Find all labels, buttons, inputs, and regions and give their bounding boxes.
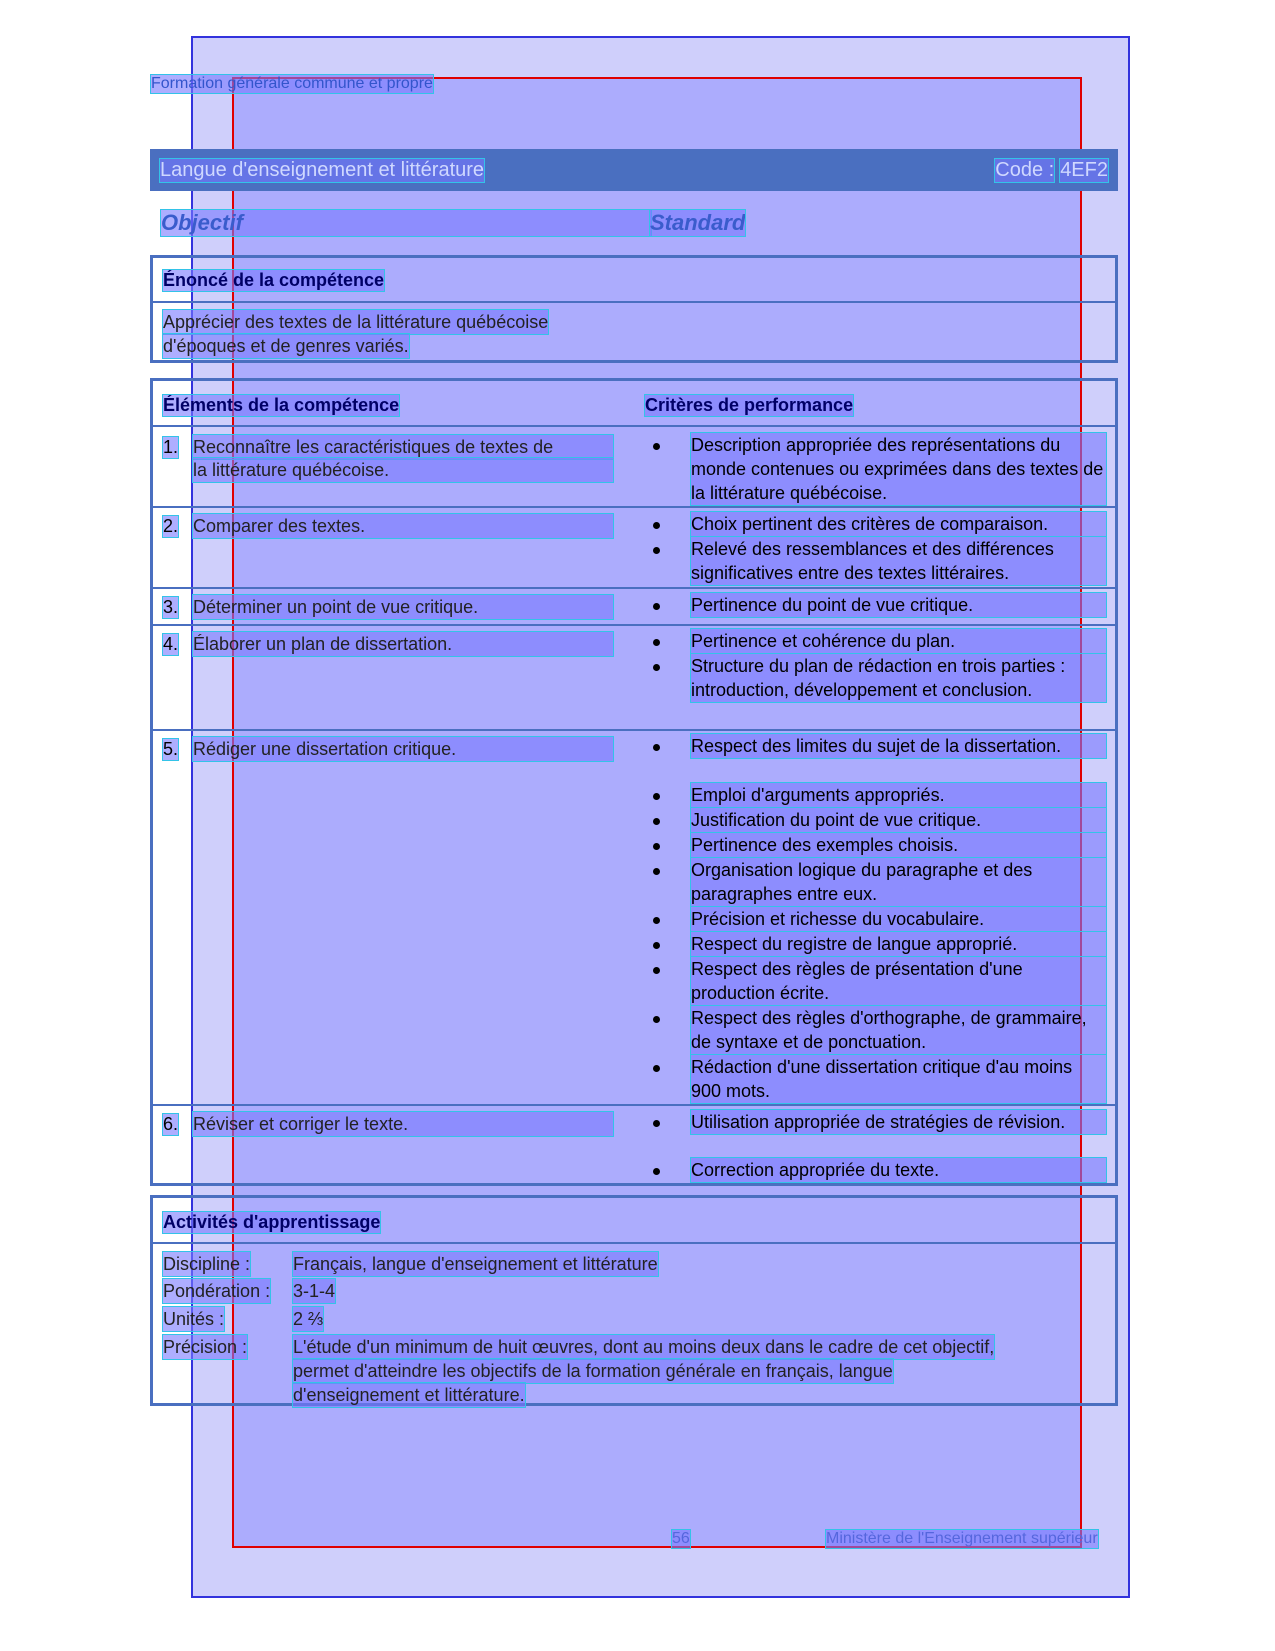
divider [153, 729, 1115, 731]
element-text: Reconnaître les caractéristiques de textes de [193, 435, 613, 459]
unites-value: 2 ⅔ [293, 1309, 324, 1329]
criterion: Respect des limites du sujet de la dissertation. [691, 734, 1106, 758]
bullet-icon [653, 843, 660, 850]
criterion: Organisation logique du paragraphe et des paragraphes entre eux. [691, 858, 1106, 906]
element-number: 2. [163, 516, 179, 536]
criterion: Relevé des ressemblances et des différences significatives entre des textes littéraires. [691, 537, 1106, 585]
code-group [995, 159, 1108, 182]
bullet-icon [653, 868, 660, 875]
bullet-icon [653, 1016, 660, 1023]
bullet-icon [653, 522, 660, 529]
criterion: Choix pertinent des critères de comparaison. [691, 512, 1106, 536]
unites-label: Unités : [163, 1309, 225, 1329]
precision-text: L'étude d'un minimum de huit œuvres, dont au moins deux dans le cadre de cet objectif, [293, 1337, 995, 1357]
program-title: Langue d'enseignement et littérature [160, 158, 485, 181]
elements-heading: Éléments de la compétence [163, 395, 400, 415]
bullet-icon [653, 1065, 660, 1072]
bullet-icon [653, 917, 660, 924]
criterion: Respect des règles de présentation d'une production écrite. [691, 957, 1106, 1005]
element-text: Rédiger une dissertation critique. [193, 737, 613, 761]
enonce-heading: Énoncé de la compétence [163, 270, 385, 290]
element-number: 4. [163, 634, 179, 654]
criterion: Justification du point de vue critique. [691, 808, 1106, 832]
discipline-value: Français, langue d'enseignement et littérature [293, 1254, 658, 1274]
elements-box [150, 378, 1118, 1186]
precision-text: permet d'atteindre les objectifs de la formation générale en français, langue [293, 1361, 893, 1381]
precision-text: d'enseignement et littérature. [293, 1385, 525, 1405]
divider [153, 1242, 1115, 1244]
criterion: Structure du plan de rédaction en trois parties : introduction, développement et conclusion. [691, 654, 1106, 702]
criterion: Pertinence du point de vue critique. [691, 593, 1106, 617]
bullet-icon [653, 793, 660, 800]
code-value: 4EF2 [1060, 158, 1108, 181]
criterion: Description appropriée des représentations du monde contenues ou exprimées dans des textes de la littérature québécoise. [691, 433, 1106, 505]
criterion: Rédaction d'une dissertation critique d'au moins 900 mots. [691, 1055, 1106, 1103]
bullet-icon [653, 603, 660, 610]
bullet-icon [653, 942, 660, 949]
activites-heading: Activités d'apprentissage [163, 1212, 381, 1232]
activites-box [150, 1195, 1118, 1406]
element-number: 5. [163, 739, 179, 759]
objectif-label: Objectif [161, 210, 651, 236]
element-number: 1. [163, 437, 179, 457]
criterion: Pertinence des exemples choisis. [691, 833, 1106, 857]
bullet-icon [653, 744, 660, 751]
divider [153, 624, 1115, 626]
bullet-icon [653, 1168, 660, 1175]
page-number: 56 [672, 1530, 690, 1547]
criterion: Précision et richesse du vocabulaire. [691, 907, 1106, 931]
element-number: 6. [163, 1114, 179, 1134]
divider [153, 587, 1115, 589]
standard-label: Standard [650, 210, 746, 235]
criteria-heading: Critères de performance [645, 395, 854, 415]
divider [153, 1104, 1115, 1106]
ministry-footer: Ministère de l'Enseignement supérieur [826, 1530, 1098, 1547]
divider [153, 425, 1115, 427]
bullet-icon [653, 639, 660, 646]
criterion: Utilisation appropriée de stratégies de révision. [691, 1110, 1106, 1134]
element-text: Comparer des textes. [193, 514, 613, 538]
criterion: Respect du registre de langue approprié. [691, 932, 1106, 956]
enonce-box [150, 255, 1118, 363]
element-text: Déterminer un point de vue critique. [193, 595, 613, 619]
criterion: Emploi d'arguments appropriés. [691, 783, 1106, 807]
bullet-icon [653, 1120, 660, 1127]
bullet-icon [653, 967, 660, 974]
element-number: 3. [163, 597, 179, 617]
bullet-icon [653, 818, 660, 825]
criterion: Pertinence et cohérence du plan. [691, 629, 1106, 653]
element-text: Élaborer un plan de dissertation. [193, 632, 613, 656]
divider [153, 506, 1115, 508]
bullet-icon [653, 443, 660, 450]
criterion: Correction appropriée du texte. [691, 1158, 1106, 1182]
element-text: Réviser et corriger le texte. [193, 1112, 613, 1136]
divider [153, 301, 1115, 303]
enonce-line-1: Apprécier des textes de la littérature québécoise [163, 312, 549, 332]
element-text: la littérature québécoise. [193, 458, 613, 482]
ponderation-value: 3-1-4 [293, 1281, 336, 1301]
enonce-line-2: d'époques et de genres variés. [163, 336, 409, 356]
precision-label: Précision : [163, 1337, 248, 1357]
section-subtitle: Formation générale commune et propre [151, 75, 433, 92]
code-label: Code : [995, 158, 1055, 181]
ponderation-label: Pondération : [163, 1281, 271, 1301]
bullet-icon [653, 547, 660, 554]
title-bar [150, 149, 1118, 191]
bullet-icon [653, 664, 660, 671]
criterion: Respect des règles d'orthographe, de grammaire, de syntaxe et de ponctuation. [691, 1006, 1106, 1054]
discipline-label: Discipline : [163, 1254, 251, 1274]
